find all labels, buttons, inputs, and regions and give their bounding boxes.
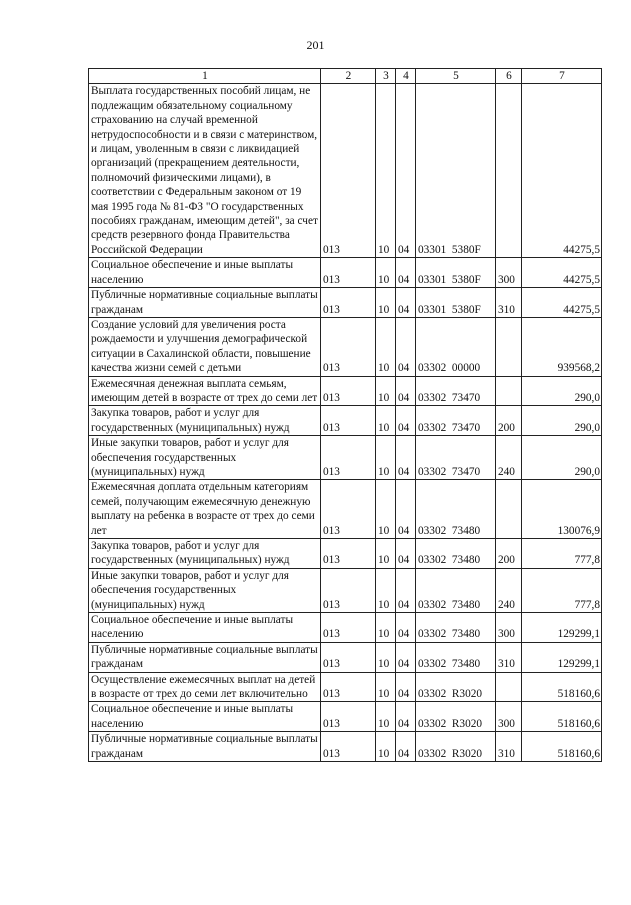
row-name: Социальное обеспечение и иные выплаты населению: [89, 258, 321, 288]
row-section: 10: [376, 480, 396, 539]
row-target-article: 03302 73480: [416, 480, 496, 539]
table-row: [89, 732, 602, 762]
row-subsection: 04: [396, 258, 416, 288]
row-expense-type: [496, 376, 522, 406]
row-target-article: 03302 73470: [416, 376, 496, 406]
row-admin-code: 013: [321, 288, 376, 318]
row-amount: 44275,5: [522, 258, 602, 288]
row-expense-type: 310: [496, 288, 522, 318]
row-name: Осуществление ежемесячных выплат на детей в возрасте от трех до семи лет включительно: [89, 672, 321, 702]
row-amount: 130076,9: [522, 480, 602, 539]
header-row: [89, 69, 602, 84]
row-section: 10: [376, 436, 396, 480]
table-row: [89, 406, 602, 436]
header-cell-expense-type: 6: [496, 69, 522, 84]
row-expense-type: 310: [496, 732, 522, 762]
row-admin-code: 013: [321, 568, 376, 612]
row-admin-code: 013: [321, 732, 376, 762]
row-subsection: 04: [396, 539, 416, 569]
table-row: [89, 568, 602, 612]
row-admin-code: 013: [321, 642, 376, 672]
row-expense-type: 240: [496, 568, 522, 612]
row-expense-type: 240: [496, 436, 522, 480]
budget-table: [88, 68, 602, 762]
row-target-article: 03302 73470: [416, 406, 496, 436]
row-section: 10: [376, 376, 396, 406]
row-section: 10: [376, 568, 396, 612]
table-row: [89, 376, 602, 406]
table-row: [89, 642, 602, 672]
header-cell-name: 1: [89, 69, 321, 84]
row-name: Социальное обеспечение и иные выплаты населению: [89, 613, 321, 643]
row-amount: 518160,6: [522, 672, 602, 702]
row-amount: 777,8: [522, 568, 602, 612]
row-name: Иные закупки товаров, работ и услуг для обеспечения государственных (муниципальных) нужд: [89, 568, 321, 612]
row-subsection: 04: [396, 406, 416, 436]
row-name: Публичные нормативные социальные выплаты гражданам: [89, 288, 321, 318]
row-target-article: 03302 73480: [416, 539, 496, 569]
row-name: Закупка товаров, работ и услуг для государственных (муниципальных) нужд: [89, 539, 321, 569]
page-number: 201: [306, 38, 325, 52]
row-amount: 290,0: [522, 436, 602, 480]
row-name: Выплата государственных пособий лицам, не подлежащим обязательному социальному страхованию на случай временной нетрудоспособности и в связи с материнством, и лицам, уволенным в связи с ликвидацией организаций (прекращением деятельности, полномочий физическими лицами), в соответствии с Федеральным законом от 19 мая 1995 года № 81-ФЗ "О государственных пособиях гражданам, имеющим детей", за счет средств резервного фонда Правительства Российской Федерации: [89, 84, 321, 258]
row-subsection: 04: [396, 672, 416, 702]
row-admin-code: 013: [321, 376, 376, 406]
row-expense-type: [496, 480, 522, 539]
row-amount: 777,8: [522, 539, 602, 569]
row-amount: 939568,2: [522, 317, 602, 376]
row-subsection: 04: [396, 288, 416, 318]
row-name: Создание условий для увеличения роста рождаемости и улучшения демографической ситуации в Сахалинской области, повышение качества жизни семей с детьми: [89, 317, 321, 376]
row-subsection: 04: [396, 376, 416, 406]
table-row: [89, 539, 602, 569]
row-expense-type: 300: [496, 702, 522, 732]
row-target-article: 03302 R3020: [416, 732, 496, 762]
row-target-article: 03302 R3020: [416, 702, 496, 732]
row-subsection: 04: [396, 613, 416, 643]
table-row: [89, 258, 602, 288]
row-section: 10: [376, 288, 396, 318]
row-section: 10: [376, 702, 396, 732]
header-cell-amount: 7: [522, 69, 602, 84]
row-admin-code: 013: [321, 539, 376, 569]
row-subsection: 04: [396, 702, 416, 732]
row-target-article: 03301 5380F: [416, 84, 496, 258]
row-section: 10: [376, 317, 396, 376]
table-row: [89, 480, 602, 539]
row-admin-code: 013: [321, 613, 376, 643]
row-target-article: 03301 5380F: [416, 258, 496, 288]
row-target-article: 03301 5380F: [416, 288, 496, 318]
row-admin-code: 013: [321, 436, 376, 480]
row-amount: 518160,6: [522, 732, 602, 762]
header-cell-admin: 2: [321, 69, 376, 84]
row-section: 10: [376, 672, 396, 702]
table-row: [89, 672, 602, 702]
row-admin-code: 013: [321, 702, 376, 732]
header-cell-section: 3: [376, 69, 396, 84]
row-amount: 129299,1: [522, 613, 602, 643]
row-name: Иные закупки товаров, работ и услуг для обеспечения государственных (муниципальных) нужд: [89, 436, 321, 480]
row-subsection: 04: [396, 642, 416, 672]
row-expense-type: [496, 317, 522, 376]
row-target-article: 03302 73480: [416, 642, 496, 672]
row-name: Ежемесячная денежная выплата семьям, имеющим детей в возрасте от трех до семи лет: [89, 376, 321, 406]
row-expense-type: 310: [496, 642, 522, 672]
row-target-article: 03302 73470: [416, 436, 496, 480]
row-amount: 44275,5: [522, 288, 602, 318]
row-subsection: 04: [396, 84, 416, 258]
row-amount: 44275,5: [522, 84, 602, 258]
row-target-article: 03302 73480: [416, 568, 496, 612]
row-section: 10: [376, 732, 396, 762]
row-name: Ежемесячная доплата отдельным категориям семей, получающим ежемесячную денежную выплату на ребенка в возрасте от трех до семи лет: [89, 480, 321, 539]
row-subsection: 04: [396, 480, 416, 539]
table-row: [89, 702, 602, 732]
row-expense-type: 200: [496, 539, 522, 569]
row-expense-type: 300: [496, 613, 522, 643]
row-section: 10: [376, 258, 396, 288]
header-cell-target-article: 5: [416, 69, 496, 84]
table-row: [89, 436, 602, 480]
row-admin-code: 013: [321, 84, 376, 258]
row-target-article: 03302 73480: [416, 613, 496, 643]
table-row: [89, 288, 602, 318]
header-cell-subsection: 4: [396, 69, 416, 84]
row-admin-code: 013: [321, 258, 376, 288]
row-subsection: 04: [396, 317, 416, 376]
row-subsection: 04: [396, 436, 416, 480]
row-admin-code: 013: [321, 672, 376, 702]
row-target-article: 03302 00000: [416, 317, 496, 376]
row-name: Закупка товаров, работ и услуг для государственных (муниципальных) нужд: [89, 406, 321, 436]
row-expense-type: [496, 84, 522, 258]
row-section: 10: [376, 642, 396, 672]
row-admin-code: 013: [321, 480, 376, 539]
row-expense-type: 200: [496, 406, 522, 436]
row-name: Социальное обеспечение и иные выплаты населению: [89, 702, 321, 732]
row-admin-code: 013: [321, 317, 376, 376]
row-expense-type: [496, 672, 522, 702]
table-row: [89, 613, 602, 643]
row-section: 10: [376, 613, 396, 643]
row-target-article: 03302 R3020: [416, 672, 496, 702]
row-amount: 518160,6: [522, 702, 602, 732]
table-row: [89, 317, 602, 376]
row-amount: 290,0: [522, 406, 602, 436]
table-row: [89, 84, 602, 258]
row-amount: 290,0: [522, 376, 602, 406]
row-name: Публичные нормативные социальные выплаты гражданам: [89, 642, 321, 672]
row-section: 10: [376, 406, 396, 436]
row-section: 10: [376, 84, 396, 258]
row-amount: 129299,1: [522, 642, 602, 672]
row-admin-code: 013: [321, 406, 376, 436]
row-section: 10: [376, 539, 396, 569]
row-subsection: 04: [396, 732, 416, 762]
row-expense-type: 300: [496, 258, 522, 288]
row-name: Публичные нормативные социальные выплаты гражданам: [89, 732, 321, 762]
row-subsection: 04: [396, 568, 416, 612]
